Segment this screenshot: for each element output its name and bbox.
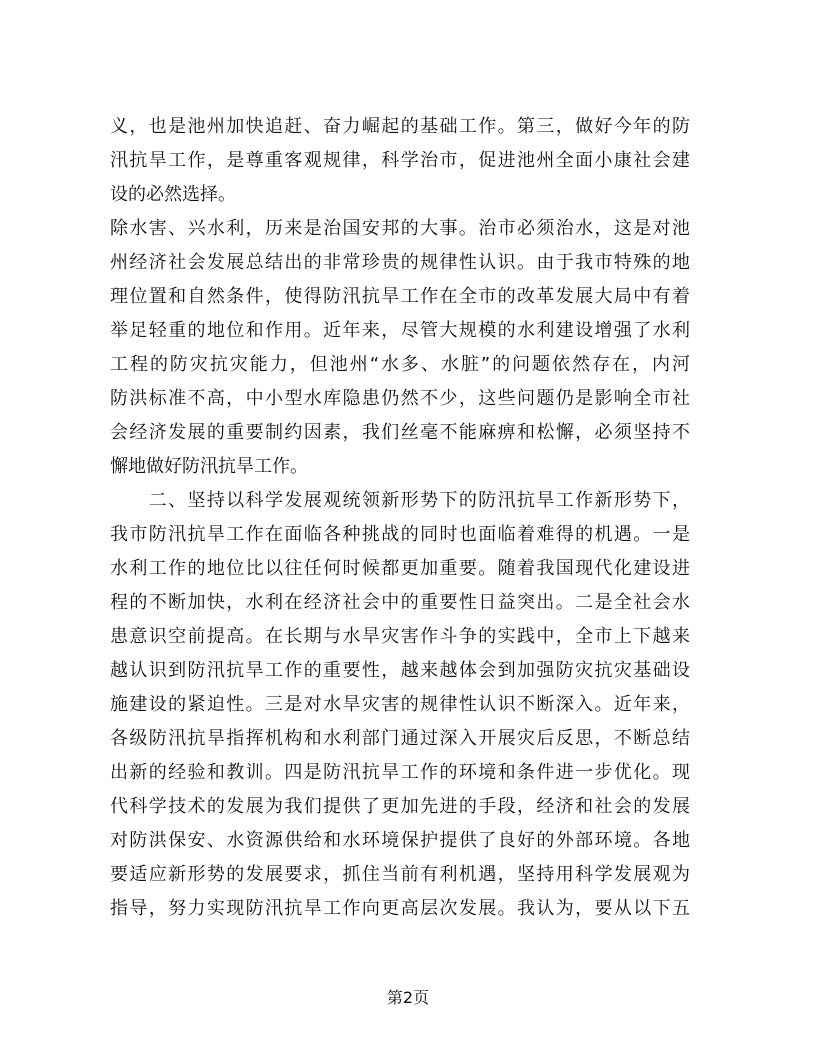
body-line-7: 举足轻重的地位和作用。近年来，尽管大规模的水利建设增强了水利 [110, 320, 690, 341]
body-line-21: 代科学技术的发展为我们提供了更加先进的手段，经济和社会的发展 [110, 796, 690, 817]
body-line-19: 各级防汛抗旱指挥机构和水利部门通过深入开展灾后反思，不断总结 [110, 728, 690, 749]
body-line-11: 懈地做好防汛抗旱工作。 [110, 456, 308, 477]
body-line-9: 防洪标准不高，中小型水库隐患仍然不少，这些问题仍是影响全市社 [110, 388, 690, 409]
body-line-24: 指导，努力实现防汛抗旱工作向更高层次发展。我认为，要从以下五 [110, 898, 690, 919]
body-line-8: 工程的防灾抗灾能力，但池州“水多、水脏”的问题依然存在，内河 [110, 354, 690, 375]
body-line-2: 汛抗旱工作，是尊重客观规律，科学治市，促进池州全面小康社会建 [110, 150, 690, 171]
body-line-22: 对防洪保安、水资源供给和水环境保护提供了良好的外部环境。各地 [110, 830, 690, 851]
body-line-12: 二、坚持以科学发展观统领新形势下的防汛抗旱工作新形势下， [110, 490, 690, 511]
body-line-14: 水利工作的地位比以往任何时候都更加重要。随着我国现代化建设进 [110, 558, 690, 579]
body-line-5: 州经济社会发展总结出的非常珍贵的规律性认识。由于我市特殊的地 [110, 252, 690, 273]
body-line-6: 理位置和自然条件，使得防汛抗旱工作在全市的改革发展大局中有着 [110, 286, 690, 307]
body-line-10: 会经济发展的重要制约因素，我们丝毫不能麻痹和松懈，必须坚持不 [110, 422, 690, 443]
body-line-18: 施建设的紧迫性。三是对水旱灾害的规律性认识不断深入。近年来， [110, 694, 690, 715]
body-line-1: 义，也是池州加快追赶、奋力崛起的基础工作。第三，做好今年的防 [110, 116, 690, 137]
body-line-17: 越认识到防汛抗旱工作的重要性，越来越体会到加强防灾抗灾基础设 [110, 660, 690, 681]
body-line-15: 程的不断加快，水利在经济社会中的重要性日益突出。二是全社会水 [110, 592, 690, 613]
body-line-3: 设的必然选择。 [110, 184, 236, 205]
body-line-20: 出新的经验和教训。四是防汛抗旱工作的环境和条件进一步优化。现 [110, 762, 690, 783]
body-line-4: 除水害、兴水利，历来是治国安邦的大事。治市必须治水，这是对池 [110, 218, 690, 239]
body-line-23: 要适应新形势的发展要求，抓住当前有利机遇，坚持用科学发展观为 [110, 864, 690, 885]
body-line-16: 患意识空前提高。在长期与水旱灾害作斗争的实践中，全市上下越来 [110, 626, 690, 647]
page-number: 第2页 [386, 988, 430, 1007]
body-line-13: 我市防汛抗旱工作在面临各种挑战的同时也面临着难得的机遇。一是 [110, 524, 690, 545]
